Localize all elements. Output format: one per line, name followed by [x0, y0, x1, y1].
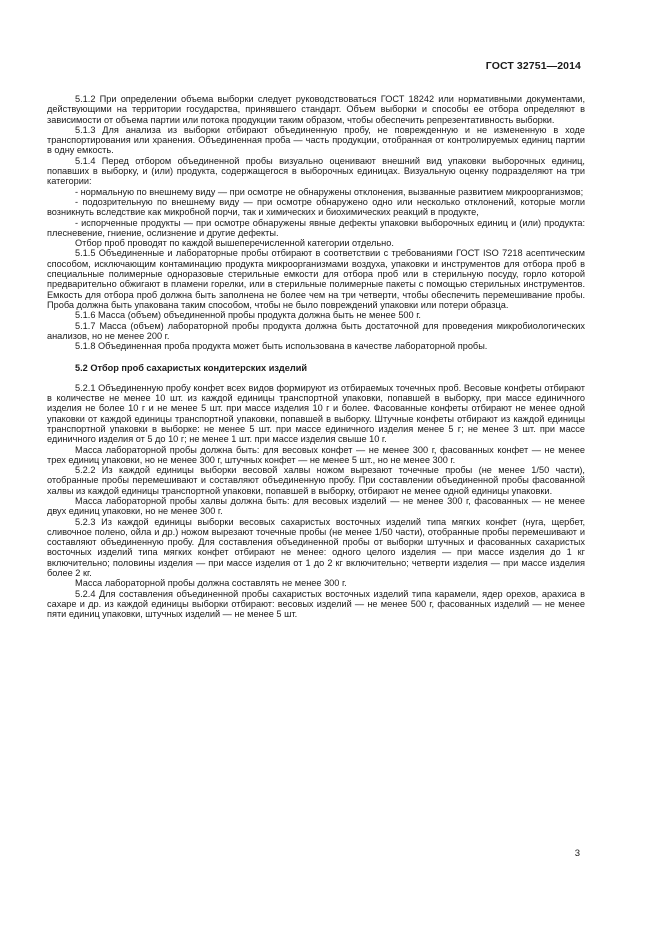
list-item-spoiled: - испорченные продукты — при осмотре обнаружены явные дефекты упаковки выборочных единиц и (или) продукта: плесневение, гниение, ослизнение и другие дефекты. [47, 217, 585, 238]
paragraph-5-1-7: 5.1.7 Масса (объем) лабораторной пробы продукта должна быть достаточной для проведения микробиологических анализов, но не менее 200 г. [47, 320, 585, 341]
paragraph-5-2-1: 5.2.1 Объединенную пробу конфет всех видов формируют из отбираемых точечных проб. Весовые конфеты отбирают в количестве не менее 10 шт. из каждой единицы транспортной упаковки, попавшей в выборку, при массе единичного изделия не более 10 г и не менее 5 шт. при массе изделия 10 г и более. Фасованные конфеты отбирают не менее одной упаковки от каждой единицы транспортной упаковки, попавшей в выборку. Штучные конфеты отбирают из каждой единицы транспортной упаковки в выборке: не менее 5 шт. при массе единичного изделия менее 5 г; не менее 3 шт. при массе единичного изделия от 5 до 10 г; не менее 1 шт. при массе изделия свыше 10 г. [47, 382, 585, 445]
list-item-suspicious: - подозрительную по внешнему виду — при осмотре обнаружено одно или несколько отклонений, которые могли возникнуть вследствие как микробной порчи, так и химических и биохимических реакций в продукте, [47, 196, 585, 218]
document-header: ГОСТ 32751—2014 [485, 60, 581, 72]
paragraph-5-1-6: 5.1.6 Масса (объем) объединенной пробы продукта должна быть не менее 500 г. [75, 310, 421, 321]
page-number: 3 [574, 848, 580, 859]
paragraph-5-2-4: 5.2.4 Для составления объединенной пробы сахаристых восточных изделий типа карамели, ядер орехов, арахиса в сахаре и др. из каждой единицы выборки отбирают: весовых изделий — не менее 500 г, фасованных изделий — не менее пяти единиц упаковки, штучных изделий — не менее 5 шт. [47, 588, 585, 620]
paragraph-5-1-3: 5.1.3 Для анализа из выборки отбирают объединенную пробу, не поврежденную и не измененную в ходе транспортирования или хранения. Объединенная проба — часть продукции, отобранная от контролируемых единиц партии в одну емкость. [47, 124, 585, 156]
paragraph-5-1-4: 5.1.4 Перед отбором объединенной пробы визуально оценивают внешний вид упаковки выборочных единиц, попавших в выборку, и (или) продукта, содержащегося в выборочных единицах. Визуальную оценку подразделяют на три категории: [47, 155, 585, 187]
paragraph-halva-lab-sample: Масса лабораторной пробы халвы должна быть: для весовых изделий — не менее 300 г, фасованных — не менее двух единиц упаковки, но не менее 300 г. [47, 495, 585, 517]
document-body [47, 94, 585, 620]
paragraph-5-1-8: 5.1.8 Объединенная проба продукта может быть использована в качестве лабораторной пробы. [75, 341, 488, 352]
paragraph-candy-lab-sample: Масса лабораторной пробы должна быть: для весовых конфет — не менее 300 г, фасованных конфет — не менее трех единиц упаковки, но не менее 300 г, штучных конфет — не менее 5 шт., но не менее 300 г. [47, 444, 585, 465]
paragraph-sampling-note: Отбор проб проводят по каждой вышеперечисленной категории отдельно. [75, 238, 394, 249]
list-item-normal: - нормальную по внешнему виду — при осмотре не обнаружены отклонения, вызванные развитием микроорганизмов; [75, 186, 584, 197]
paragraph-5-1-2: 5.1.2 При определении объема выборки следует руководствоваться ГОСТ 18242 или нормативными документами, действующими на территории государства, принявшего стандарт. Объем выборки и способы ее отбора определяют в зависимости от объема партии или потока продукции таким образом, чтобы обеспечить репрезентативность выборки. [47, 94, 585, 125]
section-heading-5-2: 5.2 Отбор проб сахаристых кондитерских изделий [75, 363, 307, 374]
paragraph-5-2-3: 5.2.3 Из каждой единицы выборки весовых сахаристых восточных изделий типа мягких конфет (нуга, щербет, сливочное полено, ойла и др.) ножом вырезают точечные пробы (не менее 1/50 части), отобранные пробы перемешивают и составляют объединенную пробу. Для составления объединенной пробы от выборки штучных и фасованных сахаристых восточных изделий типа мягких конфет отбирают не менее: одного целого изделия — при массе изделия до 1 кг включительно; половины изделия — при массе изделия от 1 до 2 кг включительно; четверти изделия — при массе изделия более 2 кг. [47, 516, 585, 579]
paragraph-5-2-2: 5.2.2 Из каждой единицы выборки весовой халвы ножом вырезают точечные пробы (не менее 1/50 части), отобранные пробы перемешивают и составляют объединенную пробу. При составлении объединенной пробы фасованной халвы из каждой единицы транспортной упаковки, попавшей в выборку, отбирают не менее одной единицы упаковки. [47, 465, 585, 496]
paragraph-oriental-lab-sample: Масса лабораторной пробы должна составлять не менее 300 г. [75, 578, 347, 589]
paragraph-5-1-5: 5.1.5 Объединенные и лабораторные пробы отбирают в соответствии с требованиями ГОСТ ISO 7218 асептическим способом, исключающим контаминацию продукта микроорганизмами воздуха, упаковки и инструментов для отбора проб в специальные полимерные одноразовые стерильные емкости для отбора проб или в стерильную посуду, горло которой предварительно обжигают в пламени горелки, или в стерильные полимерные пакеты с помощью стерильных инструментов. Емкость для отбора проб должна быть заполнена не более чем на три четверти, чтобы обеспечить перемешивание пробы. Проба должна быть упакована таким способом, чтобы не было повреждений упаковки или потери образца. [47, 248, 585, 310]
